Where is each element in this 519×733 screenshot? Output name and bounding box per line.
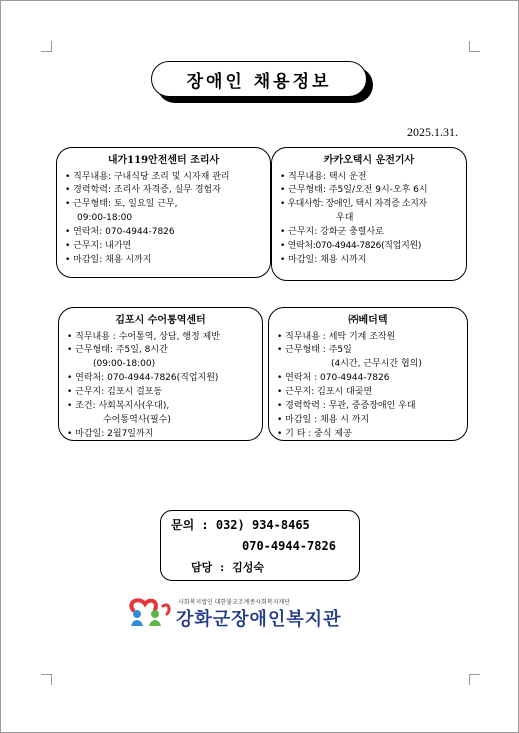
job-card-cook [56,147,271,278]
crop-mark-bottom-right [469,674,480,685]
job-detail: • 기 타 : 중식 제공 [277,429,352,440]
job-detail: 수어통역사(필수) [103,415,171,426]
job-detail: • 근무형태 : 주5일 [277,345,352,356]
job-detail: • 마감일 : 채용 시 까지 [277,415,370,426]
job-card-title: 내가119안전센터 조리사 [107,155,220,166]
job-detail: • 직무내용: 택시 운전 [280,171,367,182]
job-detail: • 직무내용: 구내식당 조리 및 시자재 관리 [65,171,230,182]
logo-emblem-icon [125,596,173,628]
contact-phone: 문의 : 032) 934-8465 [171,518,310,532]
crop-mark-bottom-left [41,674,52,685]
job-detail: • 마감일: 2월7일까지 [67,429,154,440]
contact-phone-alt: 070-4944-7826 [242,539,336,553]
job-card-title: 카카오택시 운전기사 [323,155,415,166]
job-detail: (09:00-18:00) [93,359,156,370]
job-detail: • 근무지: 김포시 대곶면 [277,387,373,398]
job-card-laundry [268,307,468,441]
organization-logo [125,594,385,632]
crop-mark-top-left [41,41,52,52]
job-detail: • 마감일: 채용 시까지 [280,255,367,266]
job-detail: • 근무지: 내가면 [65,241,132,252]
page-title: 장애인 채용정보 [151,61,367,97]
logo-subtitle: 사회복지법인 대한불교조계종사회복지재단 [178,599,291,606]
posting-date: 2025.1.31. [407,125,458,139]
job-detail: • 근무형태: 토, 일요일 근무, [65,199,178,210]
job-detail: • 근무지: 강화군 충렬사로 [280,227,384,238]
job-detail: • 근무지: 김포시 걸포동 [67,387,163,398]
job-detail: • 연락처: 070-4944-7826(직업지원) [67,373,219,384]
job-detail: • 근무형태: 주5일, 8시간 [67,345,168,356]
crop-mark-top-right [469,41,480,52]
job-detail: • 연락처: 070-4944-7826 [65,227,175,238]
job-detail: (4시간, 근무시간 협의) [331,359,422,370]
job-detail: • 연락처:070-4944-7826(직업지원) [280,241,422,252]
job-detail: 우대 [336,213,354,224]
job-card-title: 김포시 수어통역센터 [115,315,206,326]
logo-name: 강화군장애인복지관 [176,609,342,630]
job-detail: 09:00-18:00 [77,213,133,224]
contact-person: 담당 : 김성숙 [191,561,264,574]
job-detail: • 경력학력 : 무관, 중증장애인 우대 [277,401,416,412]
job-detail: • 직무내용 : 수어통역, 상담, 행정 제반 [67,331,220,342]
job-detail: • 조건: 사회복지사(우대), [67,401,170,412]
job-detail: • 연락처 : 070-4944-7826 [277,373,390,384]
job-detail: • 근무형태: 주5일/오전 9시-오후 6시 [280,185,428,196]
job-detail: • 경력학력: 조리사 자격증, 실무 경험자 [65,185,221,196]
contact-box [160,510,360,581]
job-detail: • 우대사항: 장애인, 택시 자격증 소지자 [280,199,427,210]
job-card-taxi-driver [271,147,467,281]
job-card-title: ㈜베더텍 [348,315,388,326]
job-card-sign-language [58,307,263,441]
job-detail: • 직무내용 : 세탁 기계 조작원 [277,331,396,342]
job-detail: • 마감일: 채용 시까지 [65,255,152,266]
